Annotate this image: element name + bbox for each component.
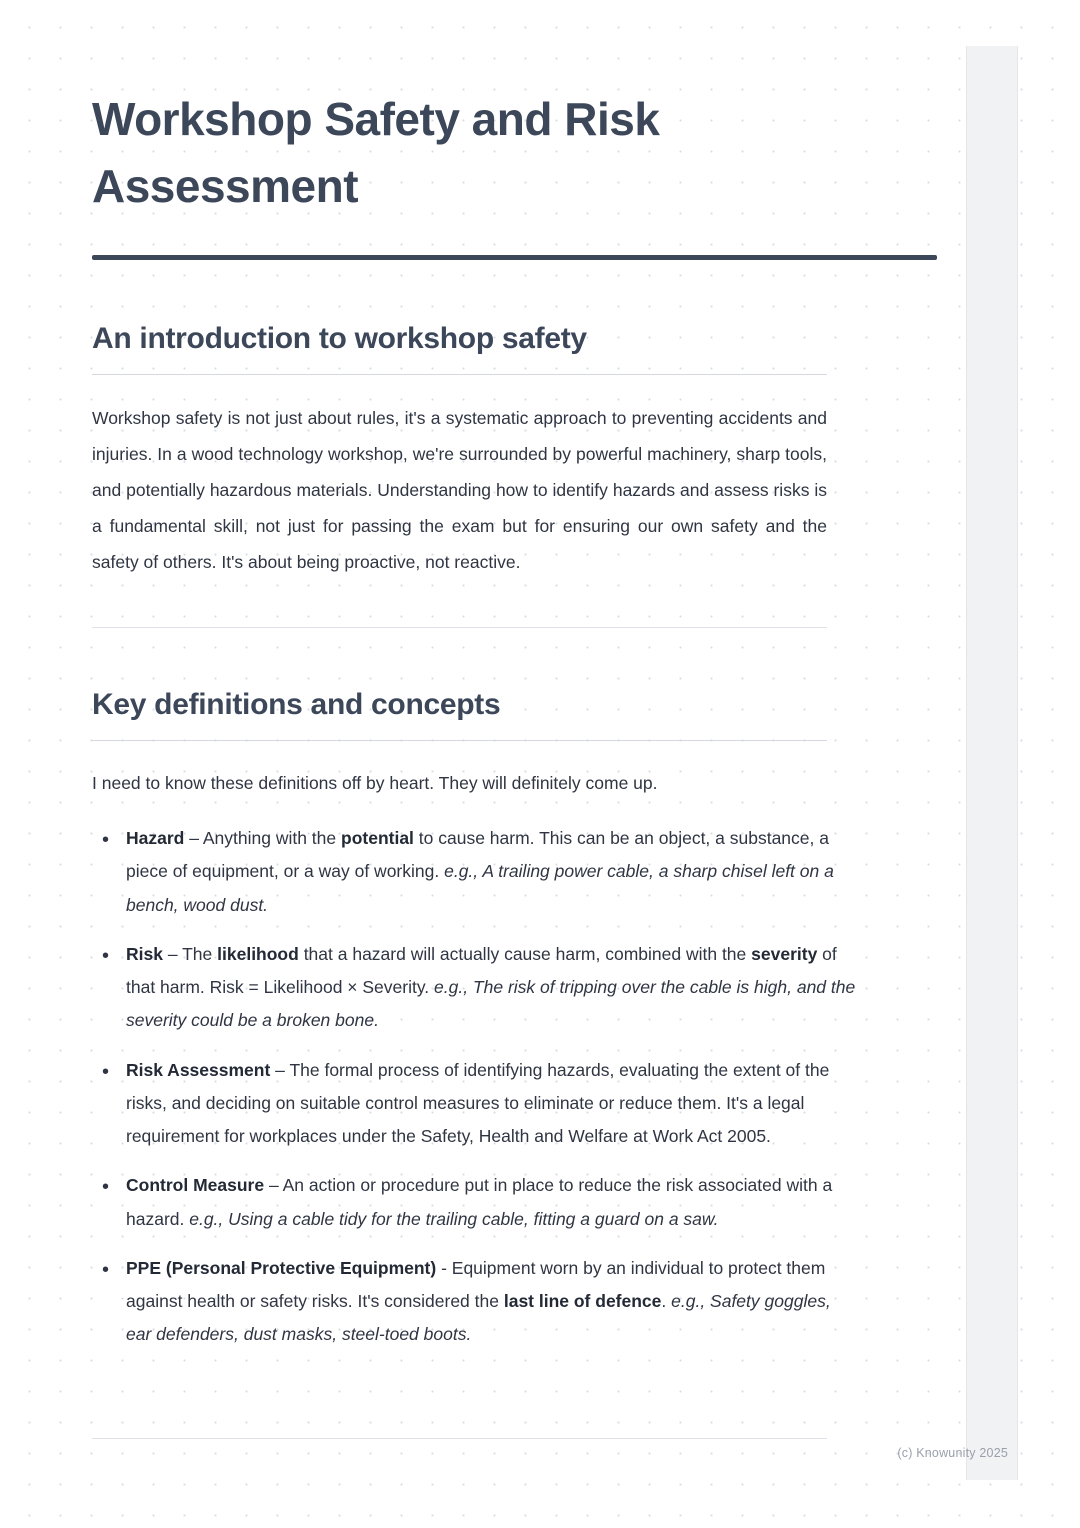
section-introduction xyxy=(92,322,832,580)
page-margin-strip xyxy=(966,46,1018,1480)
definition-emphasis: severity xyxy=(751,943,818,964)
definition-dash: – xyxy=(270,1059,290,1080)
definition-body: The formal process of identifying hazards, evaluating the extent of the risks, and deciding on suitable control measures to eliminate or reduce them. It's a legal requirement for workplaces under the Safety, Health and Welfare at Work Act 2005. xyxy=(126,1059,830,1146)
document-content xyxy=(92,86,856,1368)
section-heading-key-definitions: Key definitions and concepts xyxy=(92,687,501,721)
copyright-footer: (c) Knowunity 2025 xyxy=(897,1446,1008,1460)
list-item xyxy=(126,822,856,922)
definition-term: PPE (Personal Protective Equipment) xyxy=(126,1257,437,1278)
definition-example: e.g., Safety goggles, ear defenders, dust masks, steel-toed boots. xyxy=(126,1291,831,1345)
definition-term: Control Measure xyxy=(126,1175,265,1196)
section-divider xyxy=(92,627,827,628)
introduction-paragraph: Workshop safety is not just about rules, it's a systematic approach to preventing accidents and injuries. In a wood technology workshop, we're surrounded by powerful machinery, sharp tools, and potentially hazardous materials. Understanding how to identify hazards and assess risks is a fundamental skill, not just for passing the exam but for ensuring our own safety and the safety of others. It's about being proactive, not reactive. xyxy=(92,408,827,572)
definitions-list xyxy=(92,822,856,1352)
list-item xyxy=(126,938,856,1038)
definition-example: e.g., The risk of tripping over the cable is high, and the severity could be a broken bone. xyxy=(126,977,856,1031)
definition-body: to cause harm. This can be an object, a substance, a piece of equipment, or a way of working. xyxy=(126,828,829,882)
definition-body: that a hazard will actually cause harm, combined with the xyxy=(298,943,752,964)
definition-example: e.g., A trailing power cable, a sharp chisel left on a bench, wood dust. xyxy=(126,861,834,915)
title-divider xyxy=(92,255,937,260)
definition-body: An action or procedure put in place to reduce the risk associated with a hazard. xyxy=(126,1175,833,1229)
section-heading-underline xyxy=(92,740,827,741)
definition-term: Hazard xyxy=(126,828,185,848)
definitions-lead-text: I need to know these definitions off by heart. They will definitely come up. xyxy=(92,772,658,793)
definition-emphasis: potential xyxy=(341,828,414,848)
definition-dash: – Anything with the xyxy=(184,828,341,848)
definition-body: Equipment worn by an individual to protect them against health or safety risks. It's considered the xyxy=(126,1257,826,1311)
footer-divider xyxy=(92,1438,827,1439)
definition-example: e.g., Using a cable tidy for the trailing cable, fitting a guard on a saw. xyxy=(189,1208,719,1229)
definition-term: Risk Assessment xyxy=(126,1059,271,1080)
list-item xyxy=(126,1054,856,1154)
definition-dash: – The xyxy=(162,943,218,964)
definition-dash: - xyxy=(436,1257,452,1278)
section-heading-underline xyxy=(92,374,827,375)
section-key-definitions xyxy=(92,687,856,1352)
definition-tail: . xyxy=(661,1291,672,1311)
list-item xyxy=(126,1252,856,1352)
list-item xyxy=(126,1169,856,1236)
section-heading-introduction: An introduction to workshop safety xyxy=(92,322,587,356)
page-title: Workshop Safety and Risk Assessment xyxy=(92,93,660,212)
definition-dash: – xyxy=(264,1175,283,1196)
definition-emphasis: last line of defence xyxy=(503,1291,662,1311)
definition-emphasis: likelihood xyxy=(217,943,299,964)
definition-body: of that harm. Risk = Likelihood × Severity. xyxy=(126,943,837,997)
definition-term: Risk xyxy=(126,943,163,964)
